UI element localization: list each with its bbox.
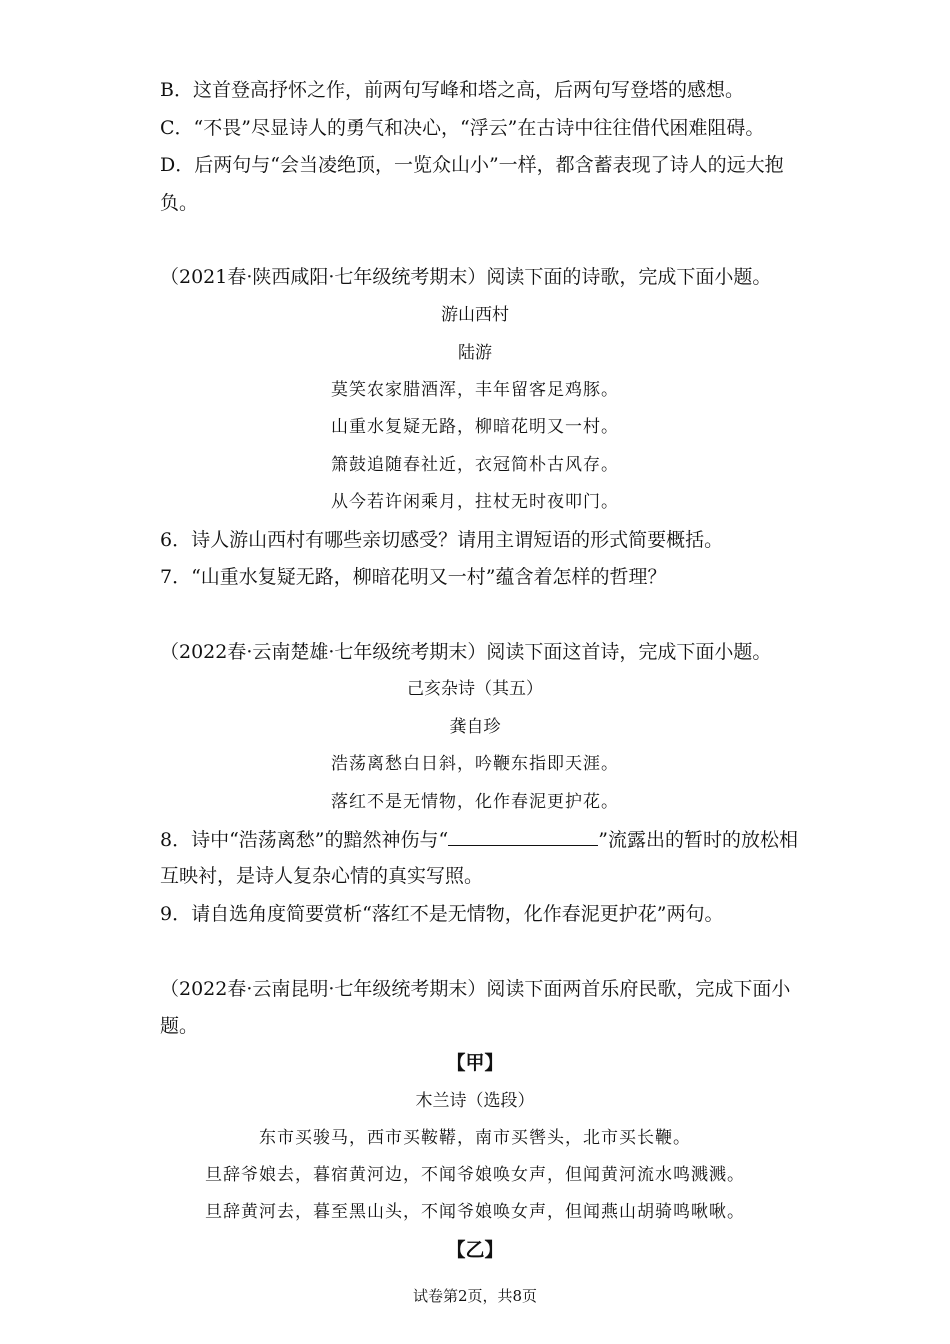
section2-author: 龚自珍 [449, 717, 501, 737]
option-d-line2: 负。 [160, 192, 199, 214]
section1-poem-line: 莫笑农家腊酒浑，丰年留客足鸡豚。 [331, 380, 619, 400]
section3-poem-title: 木兰诗（选段） [415, 1091, 535, 1111]
question-8-text-a: 8．诗中“浩荡离愁”的黯然神伤与“ [160, 829, 449, 851]
section1-poem-line: 从今若许闲乘月，拄杖无时夜叩门。 [331, 492, 619, 512]
section2-intro: （2022春·云南楚雄·七年级统考期末）阅读下面这首诗，完成下面小题。 [160, 641, 772, 663]
section1-author: 陆游 [458, 343, 492, 363]
section3-intro-line1: （2022春·云南昆明·七年级统考期末）阅读下面两首乐府民歌，完成下面小 [160, 978, 791, 1000]
section3-jia-heading: 【甲】 [446, 1052, 504, 1074]
section3-poem-line: 旦辞黄河去，暮至黑山头，不闻爷娘唤女声，但闻燕山胡骑鸣啾啾。 [205, 1202, 745, 1222]
section3-poem-line: 旦辞爷娘去，暮宿黄河边，不闻爷娘唤女声，但闻黄河流水鸣溅溅。 [205, 1165, 745, 1185]
question-7: 7．“山重水复疑无路，柳暗花明又一村”蕴含着怎样的哲理？ [160, 566, 667, 588]
page-footer: 试卷第2页，共8页 [412, 1287, 538, 1305]
section1-poem-line: 箫鼓追随春社近，衣冠简朴古风存。 [331, 455, 619, 475]
question-8-text-b: ”流露出的暂时的放松相 [598, 829, 798, 851]
section1-intro: （2021春·陕西咸阳·七年级统考期末）阅读下面的诗歌，完成下面小题。 [160, 266, 772, 288]
question-9: 9．请自选角度简要赏析“落红不是无情物，化作春泥更护花”两句。 [160, 903, 724, 925]
section3-yi-heading: 【乙】 [446, 1239, 504, 1261]
section3-intro-line2: 题。 [160, 1015, 199, 1037]
option-d-line1: D．后两句与“会当凌绝顶，一览众山小”一样，都含蓄表现了诗人的远大抱 [160, 154, 784, 176]
question-6: 6．诗人游山西村有哪些亲切感受？请用主谓短语的形式简要概括。 [160, 529, 724, 551]
section2-poem-line: 落红不是无情物，化作春泥更护花。 [331, 792, 619, 812]
section1-poem-line: 山重水复疑无路，柳暗花明又一村。 [331, 417, 619, 437]
option-b: B．这首登高抒怀之作，前两句写峰和塔之高，后两句写登塔的感想。 [160, 79, 744, 101]
section2-poem-line: 浩荡离愁白日斜，吟鞭东指即天涯。 [331, 754, 619, 774]
section1-poem-title: 游山西村 [441, 305, 509, 325]
option-c: C．“不畏”尽显诗人的勇气和决心，“浮云”在古诗中往往借代困难阻碍。 [160, 117, 765, 139]
question-8-line2: 互映衬，是诗人复杂心情的真实写照。 [160, 865, 484, 887]
section3-poem-line: 东市买骏马，西市买鞍鞯，南市买辔头，北市买长鞭。 [259, 1128, 691, 1148]
section2-poem-title: 己亥杂诗（其五） [407, 679, 543, 699]
answer-blank[interactable] [448, 827, 598, 846]
question-8-line1 [160, 827, 798, 852]
